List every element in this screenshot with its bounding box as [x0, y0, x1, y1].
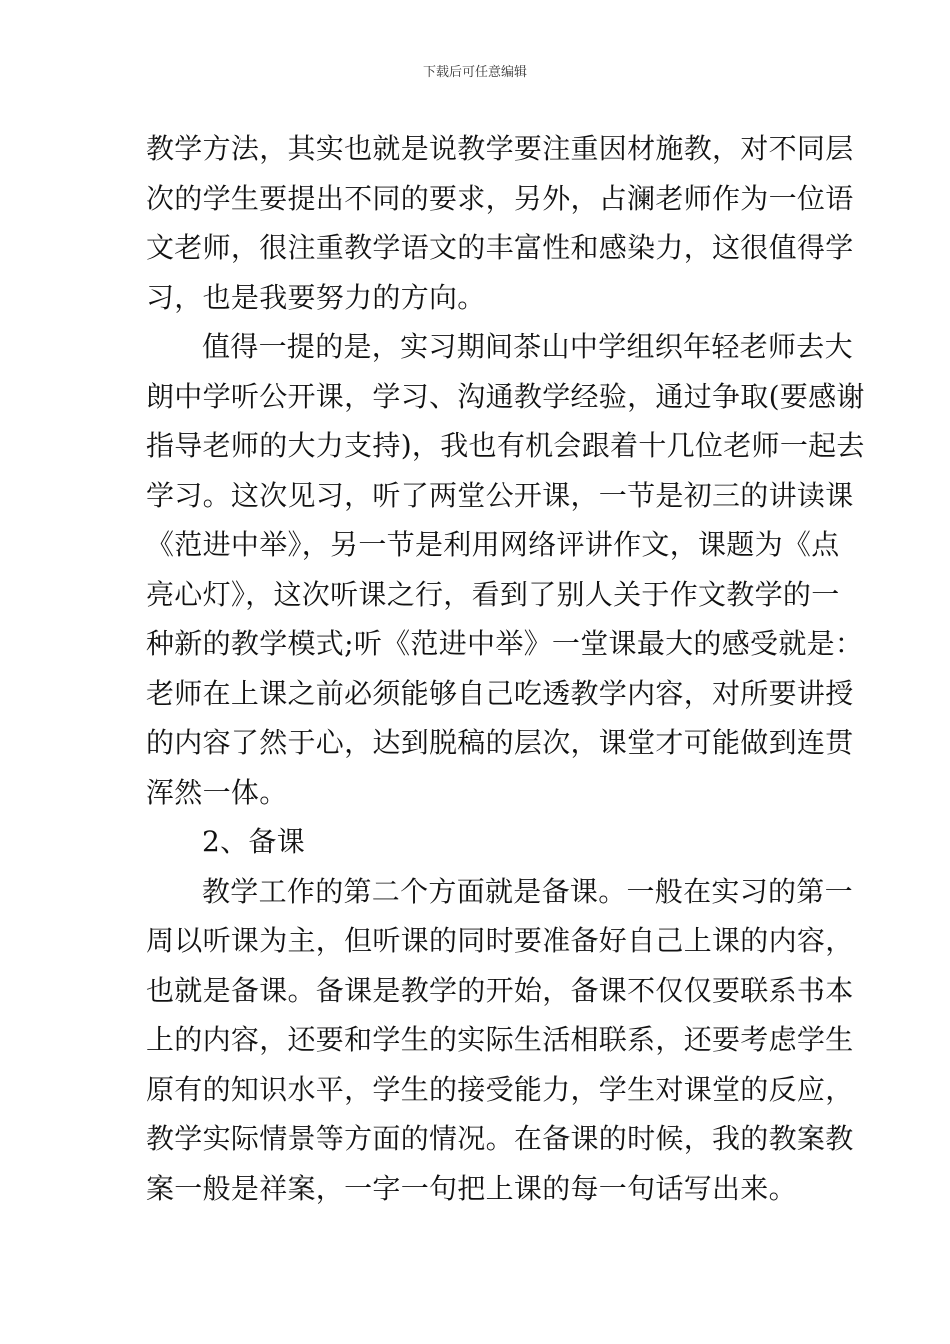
text-line: 教学工作的第二个方面就是备课。一般在实习的第一	[202, 874, 853, 908]
page-header: 下载后可任意编辑	[422, 65, 527, 80]
text-line: 老师在上课之前必须能够自己吃透教学内容，对所要讲授	[146, 676, 854, 710]
paragraph-teaching-method	[146, 124, 854, 322]
text-line: 文老师，很注重教学语文的丰富性和感染力，这很值得学	[146, 231, 854, 264]
text-line: 也就是备课。备课是教学的开始，备课不仅仅要联系书本	[146, 973, 854, 1007]
paragraph-lesson-prep	[146, 867, 854, 1214]
text-line: 上的内容，还要和学生的实际生活相联系，还要考虑学生	[146, 1023, 854, 1056]
section-heading-text: 2、备课	[202, 825, 306, 858]
text-line: 原有的知识水平，学生的接受能力，学生对课堂的反应，	[146, 1072, 854, 1106]
text-line: 值得一提的是，实习期间茶山中学组织年轻老师去大	[202, 330, 853, 363]
text-line: 浑然一体。	[146, 775, 288, 809]
text-line: 案一般是祥案，一字一句把上课的每一句话写出来。	[146, 1171, 797, 1205]
section-heading-lesson-prep	[146, 817, 810, 867]
text-line: 教学方法，其实也就是说教学要注重因材施教，对不同层	[146, 132, 854, 165]
text-line: 的内容了然于心，达到脱稿的层次，课堂才可能做到连贯	[146, 726, 854, 759]
text-line: 习，也是我要努力的方向。	[146, 280, 486, 314]
text-line: 指导老师的大力支持)，我也有机会跟着十几位老师一起去	[146, 429, 865, 462]
text-line: 学习。这次见习，听了两堂公开课，一节是初三的讲读课	[146, 478, 854, 512]
paragraph-open-class	[146, 322, 865, 817]
text-line: 朗中学听公开课，学习、沟通教学经验，通过争取(要感谢	[146, 379, 865, 413]
text-line: 《范进中举》，另一节是利用网络评讲作文，课题为《点	[146, 528, 840, 561]
document-body	[146, 124, 865, 1213]
text-line: 周以听课为主，但听课的同时要准备好自己上课的内容，	[146, 924, 854, 957]
text-line: 教学实际情景等方面的情况。在备课的时候，我的教案教	[146, 1122, 854, 1155]
text-line: 种新的教学模式;听《范进中举》一堂课最大的感受就是：	[146, 627, 864, 660]
text-line: 亮心灯》，这次听课之行，看到了别人关于作文教学的一	[146, 577, 840, 611]
text-line: 次的学生要提出不同的要求，另外，占澜老师作为一位语	[146, 181, 854, 215]
